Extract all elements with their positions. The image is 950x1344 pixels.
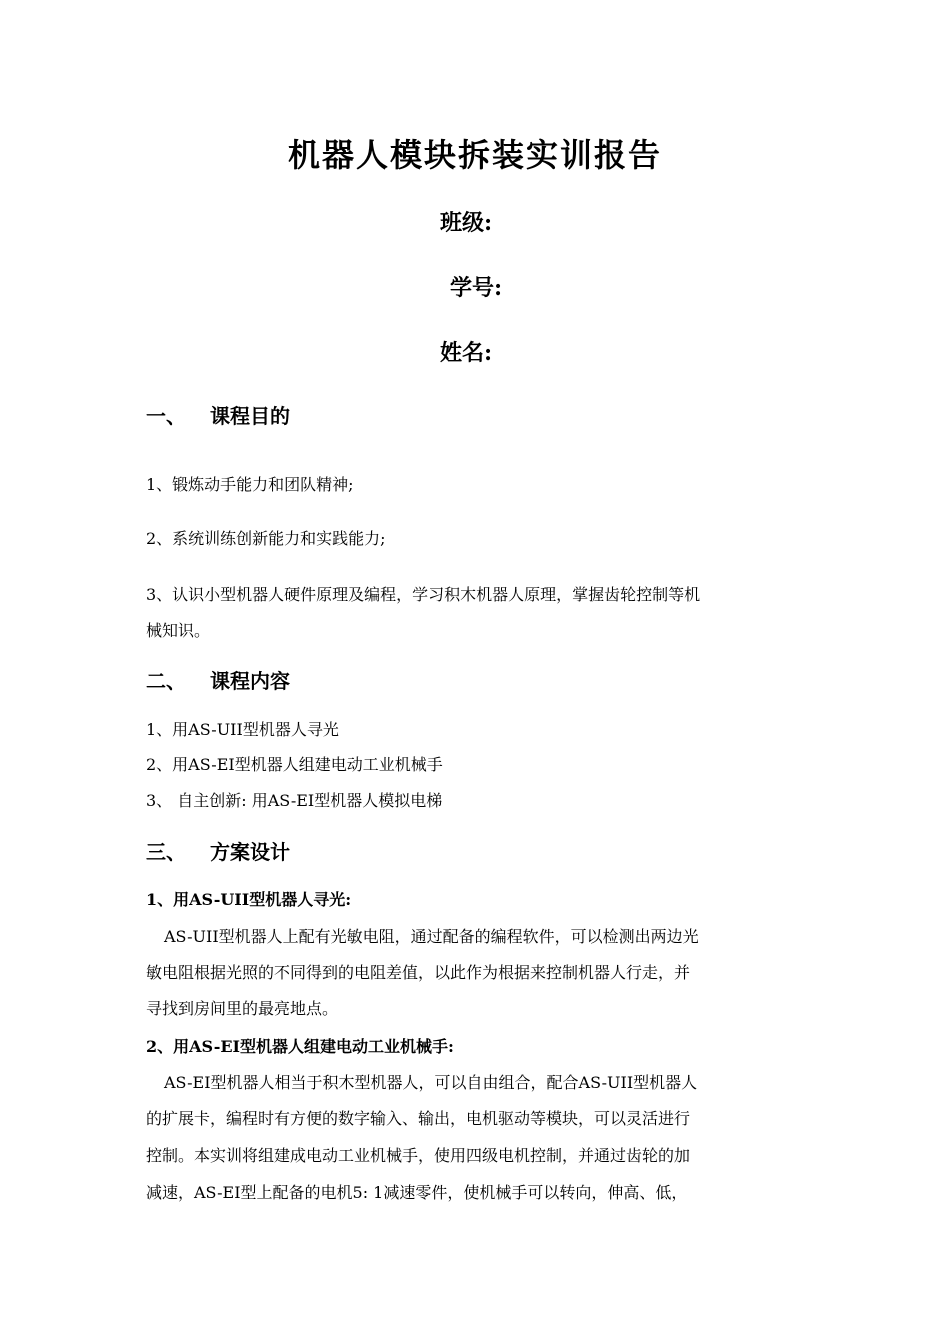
class-label: 班级: <box>440 210 493 236</box>
list-item: 3、 自主创新: 用AS-EI型机器人模拟电梯 <box>146 791 443 810</box>
section-heading-objective <box>146 400 290 429</box>
paragraph-line: AS-EI型机器人相当于积木型机器人，可以自由组合，配合AS-UII型机器人 <box>164 1073 698 1092</box>
section-title: 方案设计 <box>210 840 290 864</box>
student-id-label: 学号: <box>450 275 503 301</box>
list-item: 2、系统训练创新能力和实践能力; <box>146 529 386 548</box>
paragraph-line: 减速，AS-EI型上配备的电机5: 1减速零件，使机械手可以转向，伸高、低， <box>146 1183 688 1202</box>
section-heading-content <box>146 665 290 694</box>
section-heading-design <box>146 836 290 865</box>
paragraph-line: 的扩展卡，编程时有方便的数字输入、输出，电机驱动等模块，可以灵活进行 <box>146 1109 691 1128</box>
report-title: 机器人模块拆装实训报告 <box>287 136 662 174</box>
subsection-title: 1、用AS-UII型机器人寻光: <box>146 890 352 909</box>
section-number: 二、 <box>146 669 186 693</box>
section-title: 课程目的 <box>210 404 290 428</box>
section-title: 课程内容 <box>210 669 290 693</box>
list-item: 1、用AS-UII型机器人寻光 <box>146 720 339 739</box>
paragraph-line: 敏电阻根据光照的不同得到的电阻差值，以此作为根据来控制机器人行走，并 <box>146 963 691 982</box>
section-number: 一、 <box>146 404 186 428</box>
subsection-title: 2、用AS-EI型机器人组建电动工业机械手: <box>146 1037 454 1056</box>
section-number: 三、 <box>146 840 186 864</box>
name-label: 姓名: <box>440 340 493 366</box>
list-item: 1、锻炼动手能力和团队精神; <box>146 475 354 494</box>
paragraph-line: 控制。本实训将组建成电动工业机械手，使用四级电机控制，并通过齿轮的加 <box>146 1146 691 1165</box>
paragraph-line: 寻找到房间里的最亮地点。 <box>146 999 339 1018</box>
list-item: 械知识。 <box>146 621 211 640</box>
list-item: 2、用AS-EI型机器人组建电动工业机械手 <box>146 755 443 774</box>
list-item: 3、认识小型机器人硬件原理及编程，学习积木机器人原理，掌握齿轮控制等机 <box>146 585 701 604</box>
paragraph-line: AS-UII型机器人上配有光敏电阻，通过配备的编程软件，可以检测出两边光 <box>164 927 699 946</box>
